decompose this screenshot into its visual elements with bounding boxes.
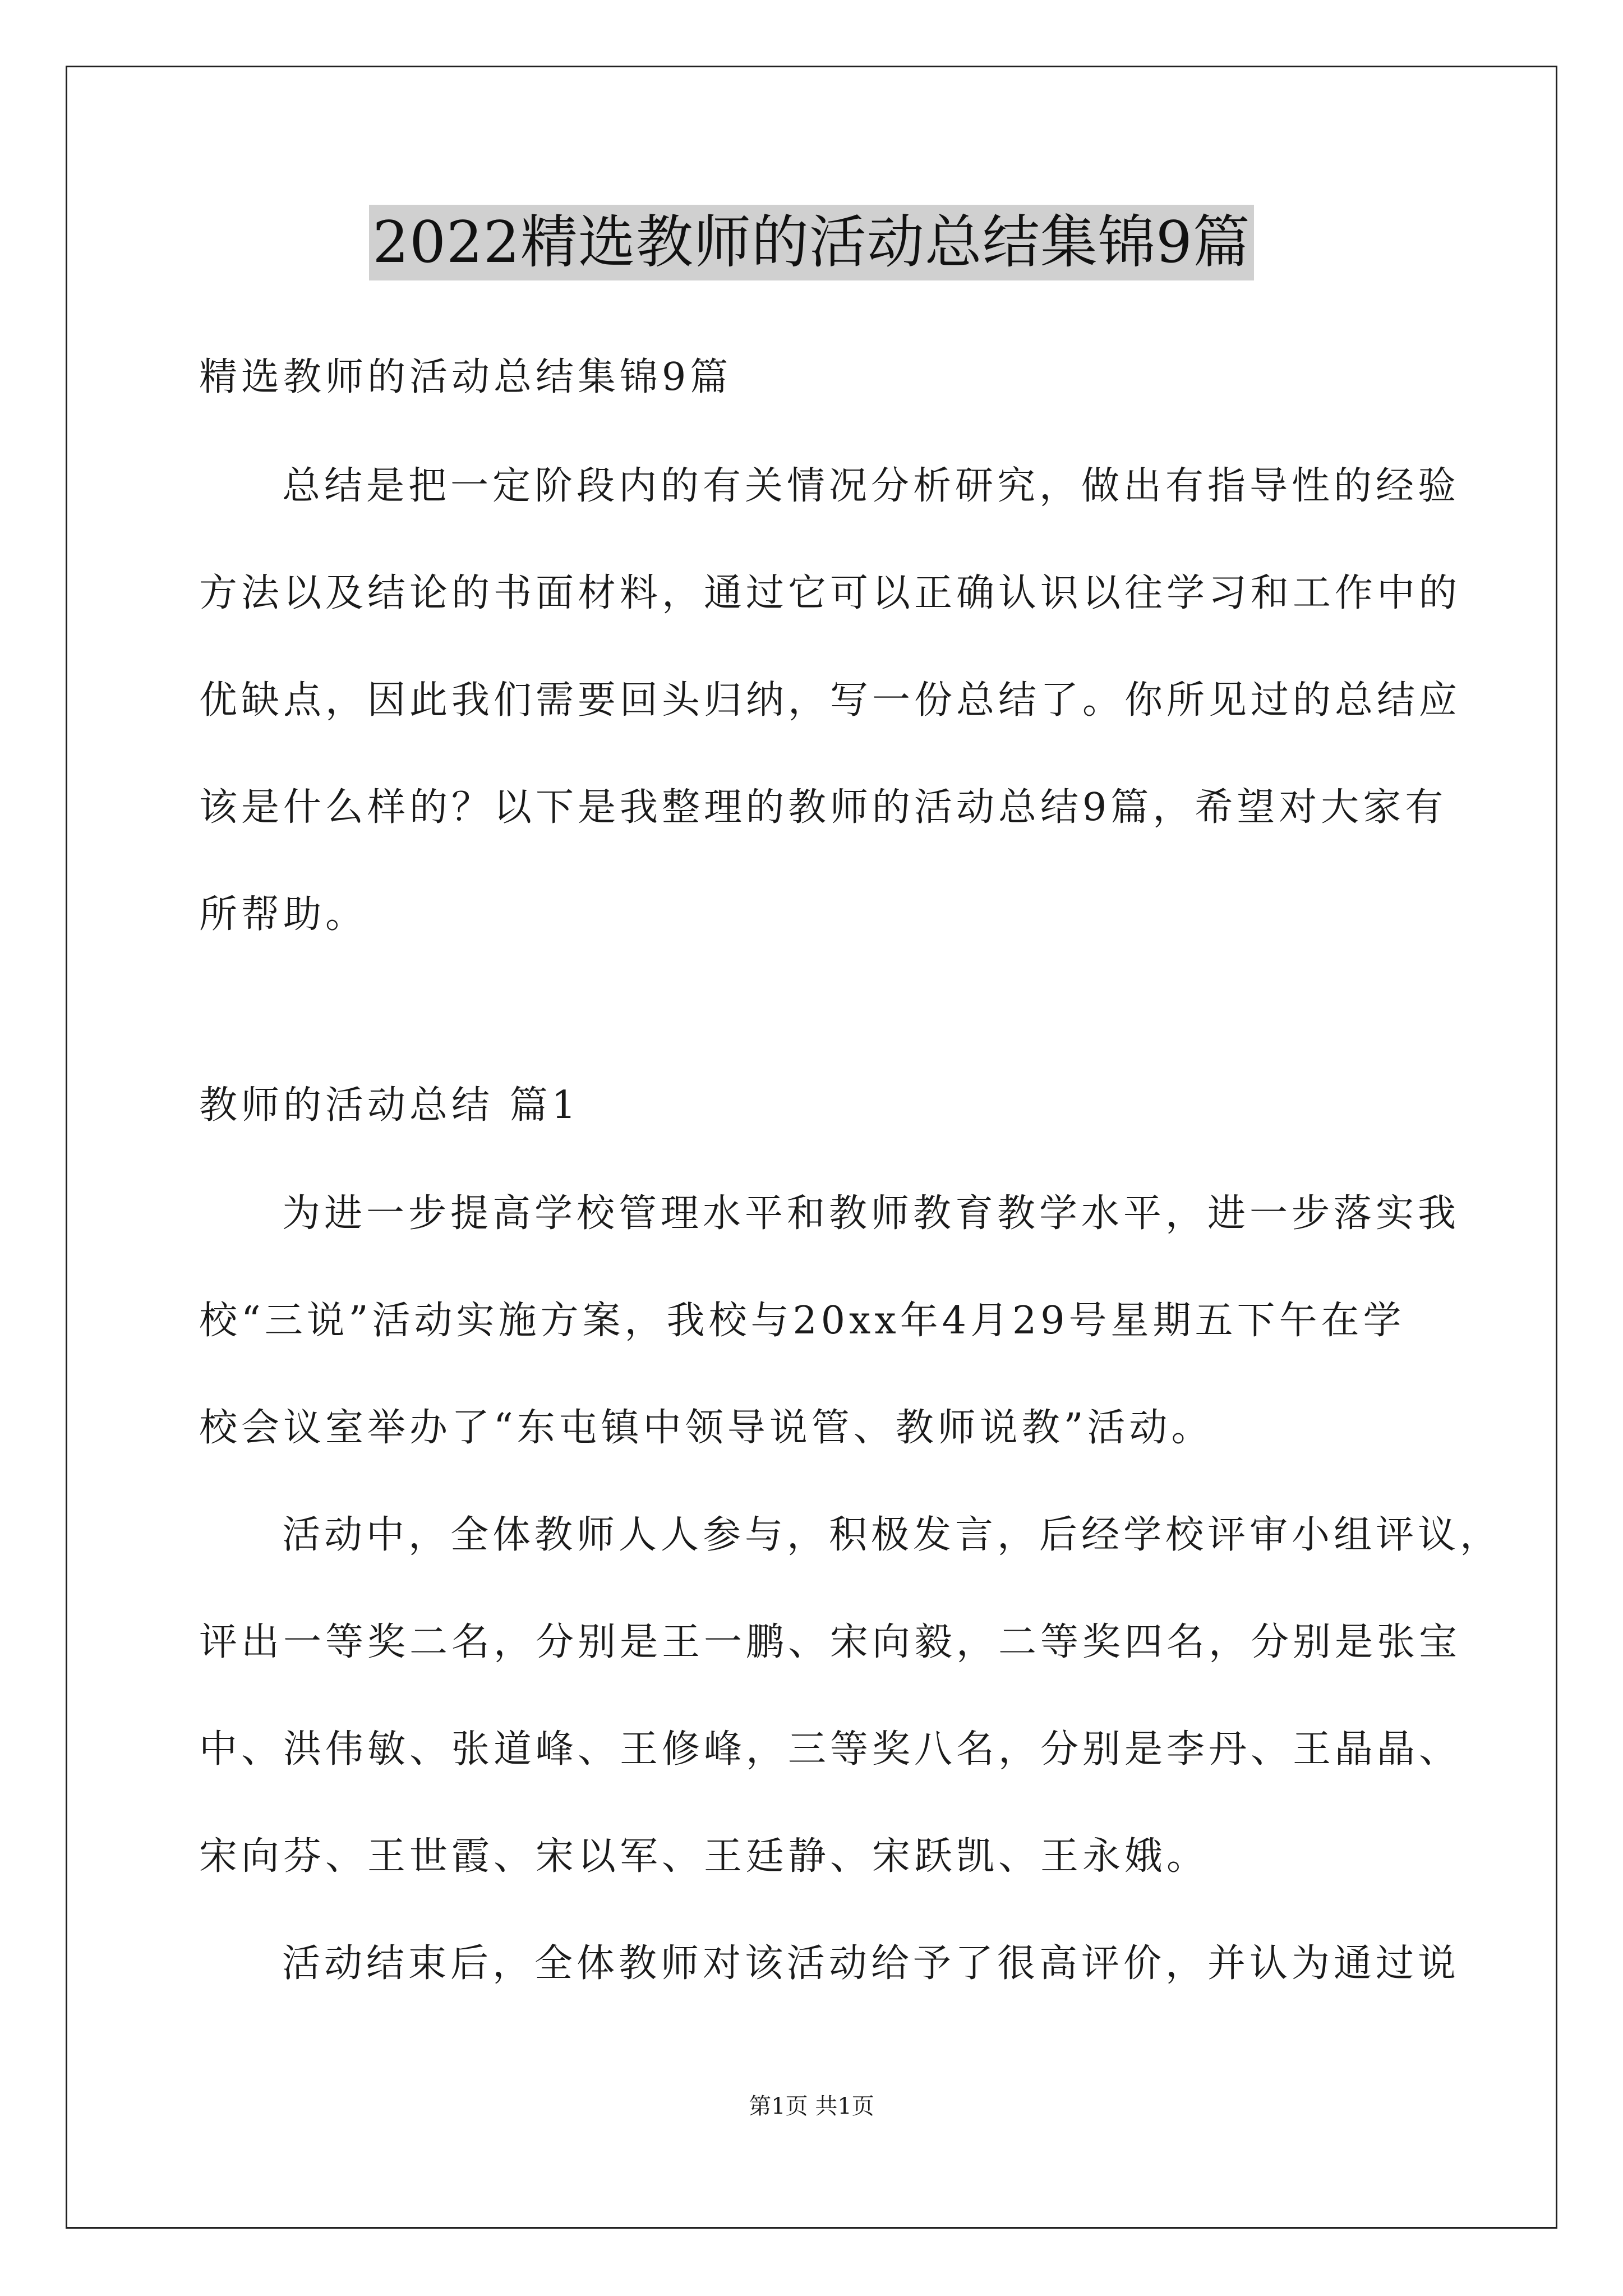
title-wrapper: [0, 205, 1623, 280]
intro-line: 该是什么样的？以下是我整理的教师的活动总结9篇，希望对大家有: [199, 785, 1447, 830]
paragraph-line: 校“三说”活动实施方案，我校与20xx年4月29号星期五下午在学: [199, 1299, 1405, 1343]
document-title: 2022精选教师的活动总结集锦9篇: [369, 205, 1253, 280]
paragraph-line: 中、洪伟敏、张道峰、王修峰，三等奖八名，分别是李丹、王晶晶、: [199, 1727, 1461, 1772]
intro-line: 总结是把一定阶段内的有关情况分析研究，做出有指导性的经验: [282, 464, 1460, 508]
paragraph-line: 活动结束后，全体教师对该活动给予了很高评价，并认为通过说: [282, 1941, 1460, 1986]
paragraph-line: 校会议室举办了“东屯镇中领导说管、教师说教”活动。: [199, 1406, 1214, 1450]
paragraph-line: 为进一步提高学校管理水平和教师教育教学水平，进一步落实我: [282, 1191, 1460, 1236]
document-subtitle: 精选教师的活动总结集锦9篇: [199, 355, 732, 399]
intro-line: 所帮助。: [199, 892, 368, 937]
paragraph-line: 活动中，全体教师人人参与，积极发言，后经学校评审小组评议，: [282, 1513, 1502, 1557]
paragraph-line: 评出一等奖二名，分别是王一鹏、宋向毅，二等奖四名，分别是张宝: [199, 1620, 1461, 1664]
page-footer: 第1页 共1页: [749, 2093, 874, 2119]
paragraph-line: 宋向芬、王世霞、宋以军、王廷静、宋跃凯、王永娥。: [199, 1834, 1209, 1879]
intro-line: 优缺点，因此我们需要回头归纳，写一份总结了。你所见过的总结应: [199, 678, 1461, 723]
intro-line: 方法以及结论的书面材料，通过它可以正确认识以往学习和工作中的: [199, 571, 1461, 615]
section-heading: 教师的活动总结 篇1: [199, 1083, 580, 1128]
